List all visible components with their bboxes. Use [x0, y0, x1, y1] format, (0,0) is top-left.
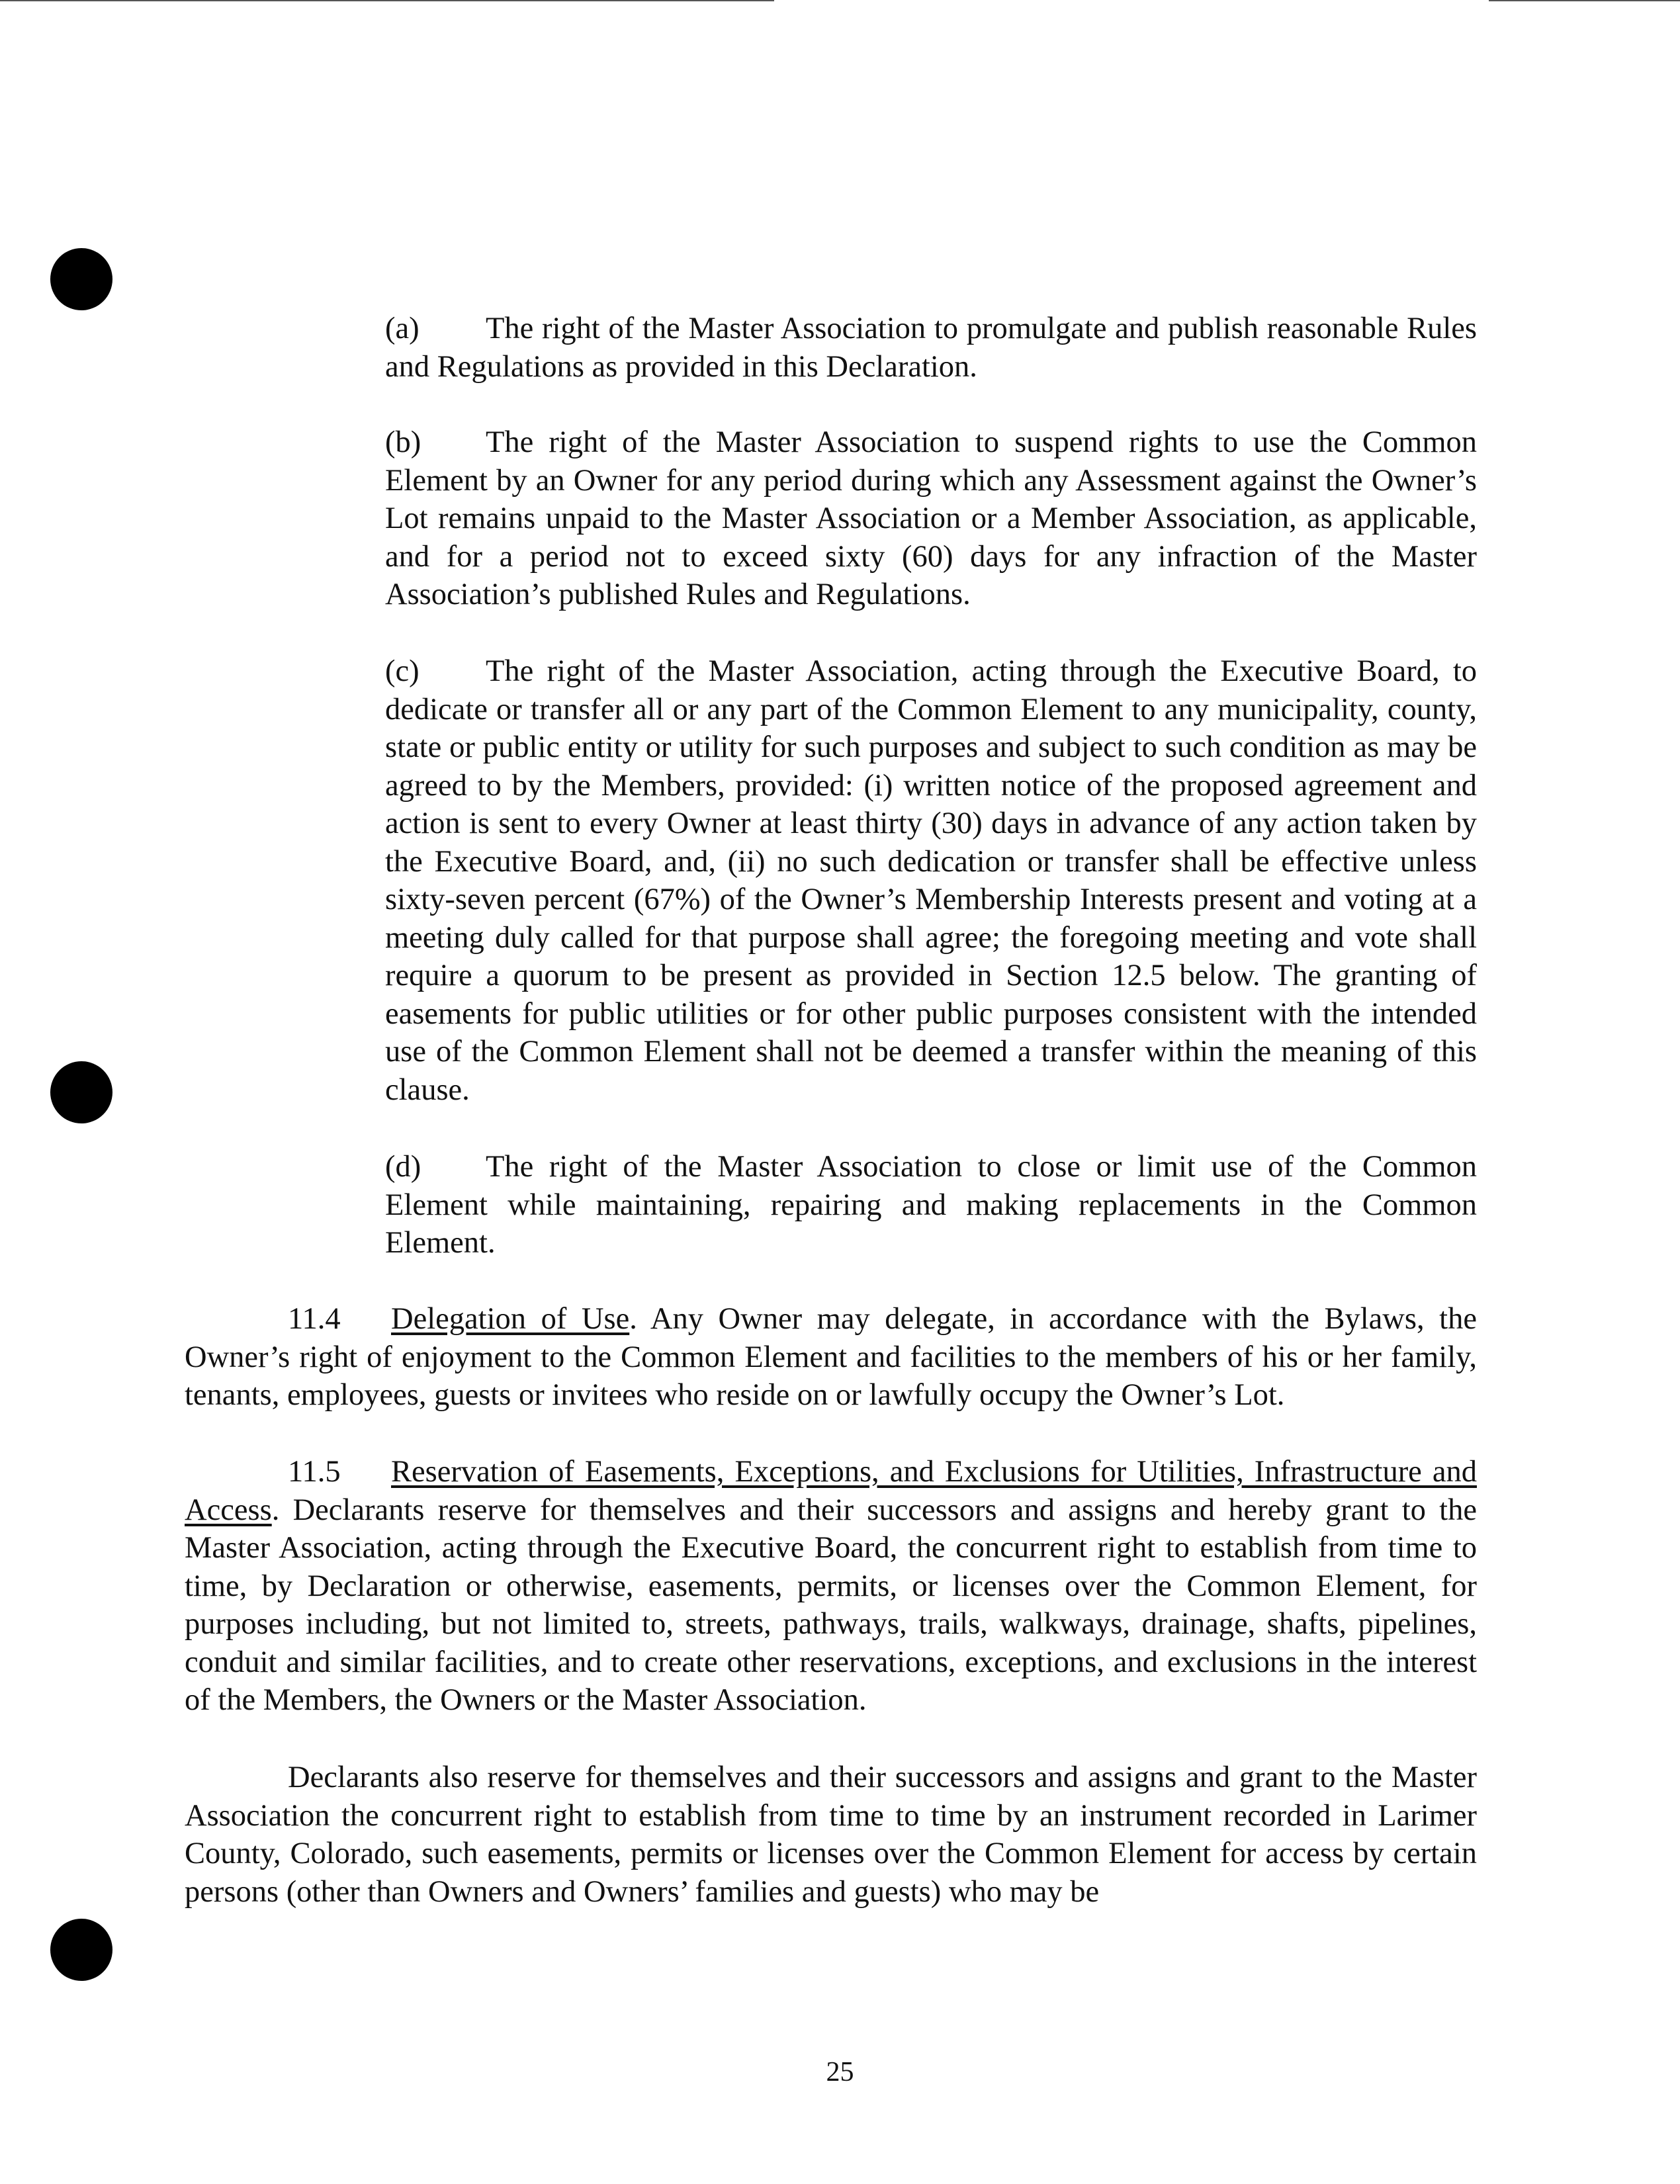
declarants-paragraph: [185, 1759, 1477, 1911]
section-11-4-heading: Delegation of Use: [391, 1302, 630, 1336]
paragraph-a-label: (a): [385, 312, 420, 345]
binder-hole-middle: [50, 1061, 112, 1123]
paragraph-c-label: (c): [385, 654, 420, 688]
paragraph-b: [385, 423, 1477, 614]
paragraph-c-text: The right of the Master Association, acting through the Executive Board, to dedicate or transfer all or any part of the Common Element to any municipality, county, state or public entity or utility for such purposes and subject to such condition as may be agreed to by the Members, provided: (i) written notice of the proposed agreement and action is sent to every Owner at least thirty (30) days in advance of any action taken by the Executive Board, and, (ii) no such dedication or transfer shall be effective unless sixty-seven percent (67%) of the Owner’s Membership Interests present and voting at a meeting duly called for that purpose shall agree; the foregoing meeting and vote shall require a quorum to be present as provided in Section 12.5 below. The granting of easements for public utilities or for other public purposes consistent with the intended use of the Common Element shall not be deemed a transfer within the meaning of this clause.: [385, 654, 1477, 1107]
scan-top-line-left: [0, 0, 774, 1]
declarants-paragraph-text: Declarants also reserve for themselves and their successors and assigns and grant to the Master Association the concurrent right to establish from time to time by an instrument recorded in Larimer County, Colorado, such easements, permits or licenses over the Common Element for access by certain persons (other than Owners and Owners’ families and guests) who may be: [185, 1761, 1477, 1909]
paragraph-d: [385, 1148, 1477, 1262]
scan-top-line-right: [1489, 0, 1680, 1]
binder-hole-bottom: [50, 1919, 112, 1981]
section-11-5-text: . Declarants reserve for themselves and their successors and assigns and hereby grant to the Master Association, acting through the Executive Board, the concurrent right to establish from time to time, by Declaration or otherwise, easements, permits, or licenses over the Common Element, for purposes including, but not limited to, streets, pathways, trails, walkways, drainage, shafts, pipelines, conduit and similar facilities, and to create other reservations, exceptions, and exclusions in the interest of the Members, the Owners or the Master Association.: [185, 1493, 1477, 1717]
paragraph-b-text: The right of the Master Association to suspend rights to use the Common Element by an Owner for any period during which any Assessment against the Owner’s Lot remains unpaid to the Master Association or a Member Association, as applicable, and for a period not to exceed sixty (60) days for any infraction of the Master Association’s published Rules and Regulations.: [385, 425, 1477, 611]
section-11-5: [185, 1453, 1477, 1720]
section-11-5-number: 11.5: [288, 1455, 341, 1489]
page-number: 25: [826, 2057, 854, 2087]
paragraph-b-label: (b): [385, 425, 421, 459]
section-11-4: [185, 1300, 1477, 1415]
section-11-5-heading: Reservation of Easements, Exceptions, and Exclusions for Utilities, Infrastructure and Access: [185, 1455, 1477, 1527]
section-11-4-number: 11.4: [288, 1302, 341, 1336]
paragraph-d-text: The right of the Master Association to close or limit use of the Common Element while maintaining, repairing and making replacements in the Common Element.: [385, 1150, 1477, 1260]
paragraph-a-text: The right of the Master Association to promulgate and publish reasonable Rules and Regulations as provided in this Declaration.: [385, 312, 1477, 384]
binder-hole-top: [50, 248, 112, 310]
paragraph-c: [385, 652, 1477, 1109]
paragraph-a: [385, 310, 1477, 386]
paragraph-d-label: (d): [385, 1150, 421, 1184]
section-11-4-text: . Any Owner may delegate, in accordance with the Bylaws, the Owner’s right of enjoyment to the Common Element and facilities to the members of his or her family, tenants, employees, guests or invitees who reside on or lawfully occupy the Owner’s Lot.: [185, 1302, 1477, 1412]
